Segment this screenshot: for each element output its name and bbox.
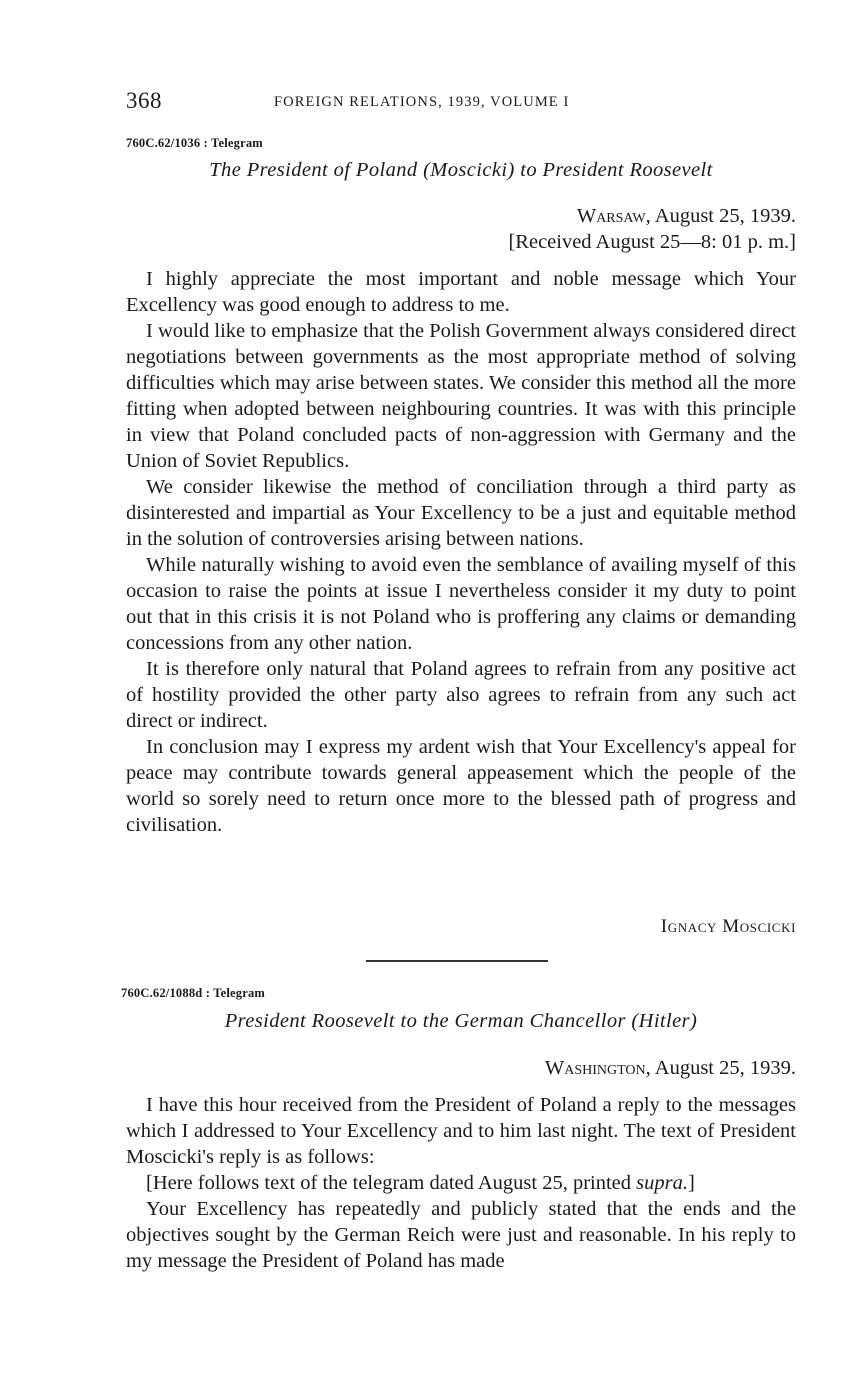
doc2-place: Washington, xyxy=(544,1057,651,1079)
doc2-title: President Roosevelt to the German Chancellor (Hitler) xyxy=(224,1010,698,1032)
doc1-paragraph: It is therefore only natural that Poland agrees to refrain from any positive act of hostility provided the other party also agrees to refrain from any such act direct or indirect. xyxy=(126,658,796,732)
running-head xyxy=(126,88,796,118)
doc1-title: The President of Poland (Moscicki) to President Roosevelt xyxy=(209,159,713,181)
doc2-paragraph xyxy=(126,1170,796,1196)
doc2-paragraph: Your Excellency has repeatedly and publicly stated that the ends and the objectives sought by the German Reich were just and reasonable. In his reply to my message the President of Poland has made xyxy=(126,1198,796,1272)
doc1-paragraph: We consider likewise the method of conciliation through a third party as disinterested and impartial as Your Excellency to be a just and equitable method in the solution of controversies arising between nations. xyxy=(126,476,796,550)
doc1-body xyxy=(126,266,796,838)
doc2-paragraph-text: [Here follows text of the telegram dated August 25, printed xyxy=(146,1172,637,1194)
page-number: 368 xyxy=(126,88,162,113)
doc2-reference: 760C.62/1088d : Telegram xyxy=(121,986,266,1000)
doc1-paragraph: I highly appreciate the most important and noble message which Your Excellency was good enough to address to me. xyxy=(126,268,796,316)
doc1-paragraph: While naturally wishing to avoid even the semblance of availing myself of this occasion to raise the points at issue I nevertheless consider it my duty to point out that in this crisis it is not Poland who is proffering any claims or demanding concessions from any other nation. xyxy=(126,554,796,654)
doc2-body xyxy=(126,1092,796,1274)
doc2-paragraph-text: ] xyxy=(688,1172,695,1194)
section-divider xyxy=(366,960,548,962)
doc1-dateline xyxy=(126,205,796,228)
doc2-paragraph-italic: supra. xyxy=(636,1172,689,1194)
doc1-paragraph: I would like to emphasize that the Polish Government always considered direct negotiations between governments as the most appropriate method of solving difficulties which may arise between states. We consider this method all the more fitting when adopted between neighbouring countries. It was with this principle in view that Poland concluded pacts of non-aggression with Germany and the Union of Soviet Republics. xyxy=(126,320,796,472)
doc1-reference: 760C.62/1036 : Telegram xyxy=(126,136,263,150)
doc1-place: Warsaw, xyxy=(576,205,651,227)
doc2-dateline xyxy=(126,1057,796,1080)
doc2-date: August 25, 1939. xyxy=(650,1057,796,1079)
doc1-paragraph: In conclusion may I express my ardent wish that Your Excellency's appeal for peace may contribute towards general appeasement which the people of the world so sorely need to return once more to the blessed path of progress and civilisation. xyxy=(126,736,796,836)
running-head-title: FOREIGN RELATIONS, 1939, VOLUME I xyxy=(274,94,570,110)
doc2-paragraph: I have this hour received from the President of Poland a reply to the messages which I addressed to Your Excellency and to him last night. The text of President Moscicki's reply is as follows: xyxy=(126,1094,796,1168)
doc1-received: [Received August 25—8: 01 p. m.] xyxy=(508,231,796,253)
doc1-signature: Ignacy Moscicki xyxy=(660,916,796,937)
doc1-date: August 25, 1939. xyxy=(650,205,796,227)
